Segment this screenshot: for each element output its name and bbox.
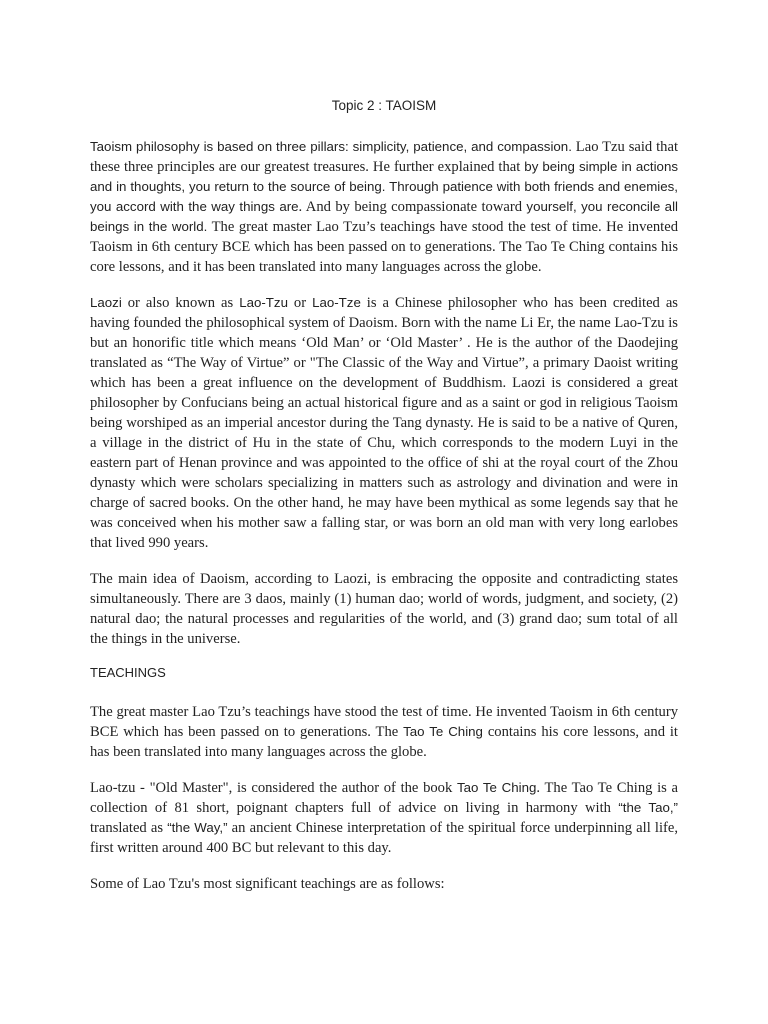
text-run: Lao-Tzu — [239, 295, 288, 310]
text-run: Taoism philosophy is based on three pillars: simplicity, patience, and compassion. — [90, 139, 572, 154]
text-run: yourself, you reconcile all beings in the world. — [90, 199, 678, 234]
text-run: The great master Lao Tzu’s teachings have stood the test of time. He invented Taoism in 6th century BCE which has been passed on to generations. The Tao Te Ching contains his core lessons, and it has been translated into many languages across the globe. — [90, 219, 678, 275]
text-run: “the Tao,” — [618, 800, 678, 815]
intro-paragraph — [90, 137, 678, 277]
text-run: or — [287, 295, 313, 311]
text-run: Lao Tzu said that these three principles are our greatest treasures. He further explained that — [90, 139, 678, 175]
tao-te-ching-paragraph — [90, 778, 678, 858]
teachings-paragraph — [90, 702, 678, 762]
text-run: . And by being compassionate toward — [298, 199, 527, 215]
text-run: translated as — [90, 820, 168, 836]
text-run: Tao Te Ching — [456, 780, 537, 795]
text-run: Lao-Tze — [312, 295, 361, 310]
page-title: Topic 2 : TAOISM — [331, 98, 437, 113]
text-run: or also known as — [121, 295, 240, 311]
text-run: Laozi — [90, 295, 122, 310]
text-run: The great master Lao Tzu’s teachings have stood the test of time. He invented Taoism in 6th century BCE which has been passed on to generations. The — [90, 704, 678, 740]
text-run: Tao Te Ching — [403, 724, 483, 739]
text-run: . The Tao Te Ching is a collection of 81 short, poignant chapters full of advice on living in harmony with — [90, 780, 678, 816]
text-run: by being simple in actions and in thoughts, you return to the source of being. Through patience with both friends and enemies, you accord with the way things are — [90, 159, 678, 214]
text-run: contains his core lessons, and it has been translated into many languages across the globe. — [90, 724, 678, 760]
section-heading: TEACHINGS — [90, 665, 166, 680]
text-run: an ancient Chinese interpretation of the spiritual force underpinning all life, first written around 400 BC but relevant to this day. — [90, 820, 678, 856]
document-page — [90, 98, 678, 910]
laozi-paragraph — [90, 293, 678, 553]
text-run: “the Way,” — [167, 820, 228, 835]
text-run: Lao-tzu - "Old Master", is considered the author of the book — [90, 780, 457, 796]
closing-paragraph: Some of Lao Tzu's most significant teachings are as follows: — [90, 876, 445, 892]
text-run: is a Chinese philosopher who has been credited as having founded the philosophical system of Daoism. Born with the name Li Er, the name Lao-Tzu is but an honorific title which means ‘Old Man’ or ‘Old Master’ . He is the author of the Daodejing translated as “The Way of Virtue” or "The Classic of the Way and Virtue”, a primary Daoist writing which has been a great influence on the development of Buddhism. Laozi is considered a great philosopher by Confucians being an actual historical figure and as a saint or god in religious Taoism being worshiped as an imperial ancestor during the Tang dynasty. He is said to be a native of Quren, a village in the district of Hu in the state of Chu, which corresponds to the modern Luyi in the eastern part of Henan province and was appointed to the office of shi at the royal court of the Zhou dynasty which were scholars specializing in matters such as astrology and divination and were in charge of sacred books. On the other hand, he may have been mythical as some legends say that he was conceived when his mother saw a falling star, or was born an old man with very long earlobes that lived 990 years. — [90, 295, 678, 551]
daoism-paragraph: The main idea of Daoism, according to Laozi, is embracing the opposite and contradicting states simultaneously. There are 3 daos, mainly (1) human dao; world of words, judgment, and society, (2) natural dao; the natural processes and regularities of the world, and (3) grand dao; sum total of all the things in the universe. — [90, 571, 678, 647]
